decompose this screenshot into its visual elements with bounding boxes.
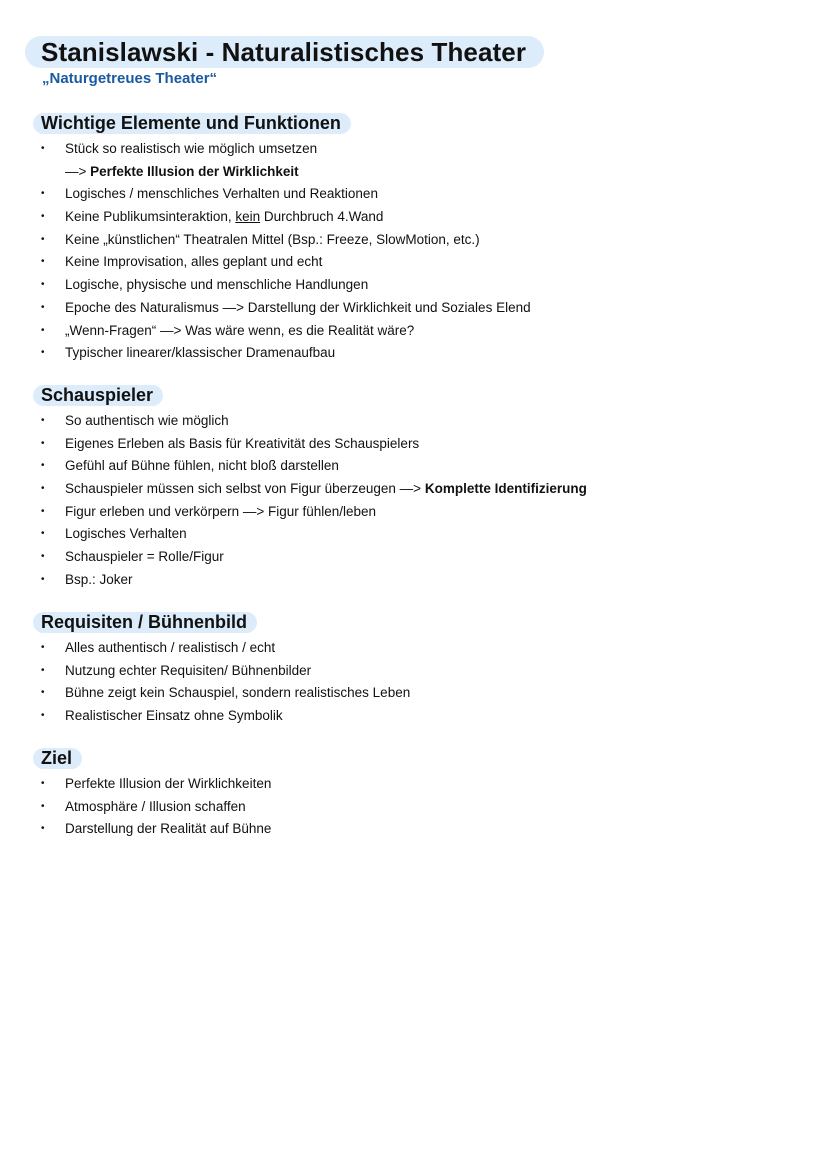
list-item: • Bsp.: Joker: [0, 569, 587, 592]
list-item: • Schauspieler müssen sich selbst von Figur überzeugen —> Komplette Identifizierung: [0, 478, 587, 501]
list-item: • „Wenn-Fragen“ —> Was wäre wenn, es die Realität wäre?: [0, 320, 531, 343]
list-item: • So authentisch wie möglich: [0, 410, 587, 433]
section-heading: Ziel: [33, 748, 82, 769]
list-item: • Logisches Verhalten: [0, 523, 587, 546]
bullet-list: [0, 138, 531, 365]
list-item: • Darstellung der Realität auf Bühne: [0, 818, 271, 841]
section-elemente: [0, 113, 531, 365]
list-item: • Gefühl auf Bühne fühlen, nicht bloß darstellen: [0, 455, 587, 478]
list-item: • Keine „künstlichen“ Theatralen Mittel (Bsp.: Freeze, SlowMotion, etc.): [0, 229, 531, 252]
list-item: • Alles authentisch / realistisch / echt: [0, 637, 410, 660]
list-item: • Figur erleben und verkörpern —> Figur fühlen/leben: [0, 501, 587, 524]
list-item: • Realistischer Einsatz ohne Symbolik: [0, 705, 410, 728]
section-heading: Requisiten / Bühnenbild: [33, 612, 257, 633]
bullet-list: [0, 637, 410, 728]
section-requisiten: [0, 612, 410, 728]
page-title: Stanislawski - Naturalistisches Theater: [25, 36, 544, 68]
list-item-continuation: —> Perfekte Illusion der Wirklichkeit: [65, 163, 299, 179]
section-heading: Schauspieler: [33, 385, 163, 406]
bullet-list: [0, 410, 587, 592]
list-item: • Keine Improvisation, alles geplant und echt: [0, 251, 531, 274]
section-ziel: [0, 748, 271, 841]
section-schauspieler: [0, 385, 587, 592]
list-item: • Bühne zeigt kein Schauspiel, sondern realistisches Leben: [0, 682, 410, 705]
title-highlight: [25, 36, 544, 68]
list-item: • Perfekte Illusion der Wirklichkeiten: [0, 773, 271, 796]
list-item: • Logisches / menschliches Verhalten und Reaktionen: [0, 183, 531, 206]
list-item: • Typischer linearer/klassischer Dramenaufbau: [0, 342, 531, 365]
list-item: • Logische, physische und menschliche Handlungen: [0, 274, 531, 297]
list-item: • Epoche des Naturalismus —> Darstellung der Wirklichkeit und Soziales Elend: [0, 297, 531, 320]
list-item: • Schauspieler = Rolle/Figur: [0, 546, 587, 569]
section-heading: Wichtige Elemente und Funktionen: [33, 113, 351, 134]
bullet-list: [0, 773, 271, 841]
list-item: • Atmosphäre / Illusion schaffen: [0, 796, 271, 819]
subtitle: „Naturgetreues Theater“: [42, 70, 218, 87]
list-item: • Nutzung echter Requisiten/ Bühnenbilder: [0, 660, 410, 683]
list-item: • Keine Publikumsinteraktion, kein Durchbruch 4.Wand: [0, 206, 531, 229]
list-item: • Eigenes Erleben als Basis für Kreativität des Schauspielers: [0, 433, 587, 456]
list-item: • Stück so realistisch wie möglich umsetzen: [0, 138, 531, 161]
